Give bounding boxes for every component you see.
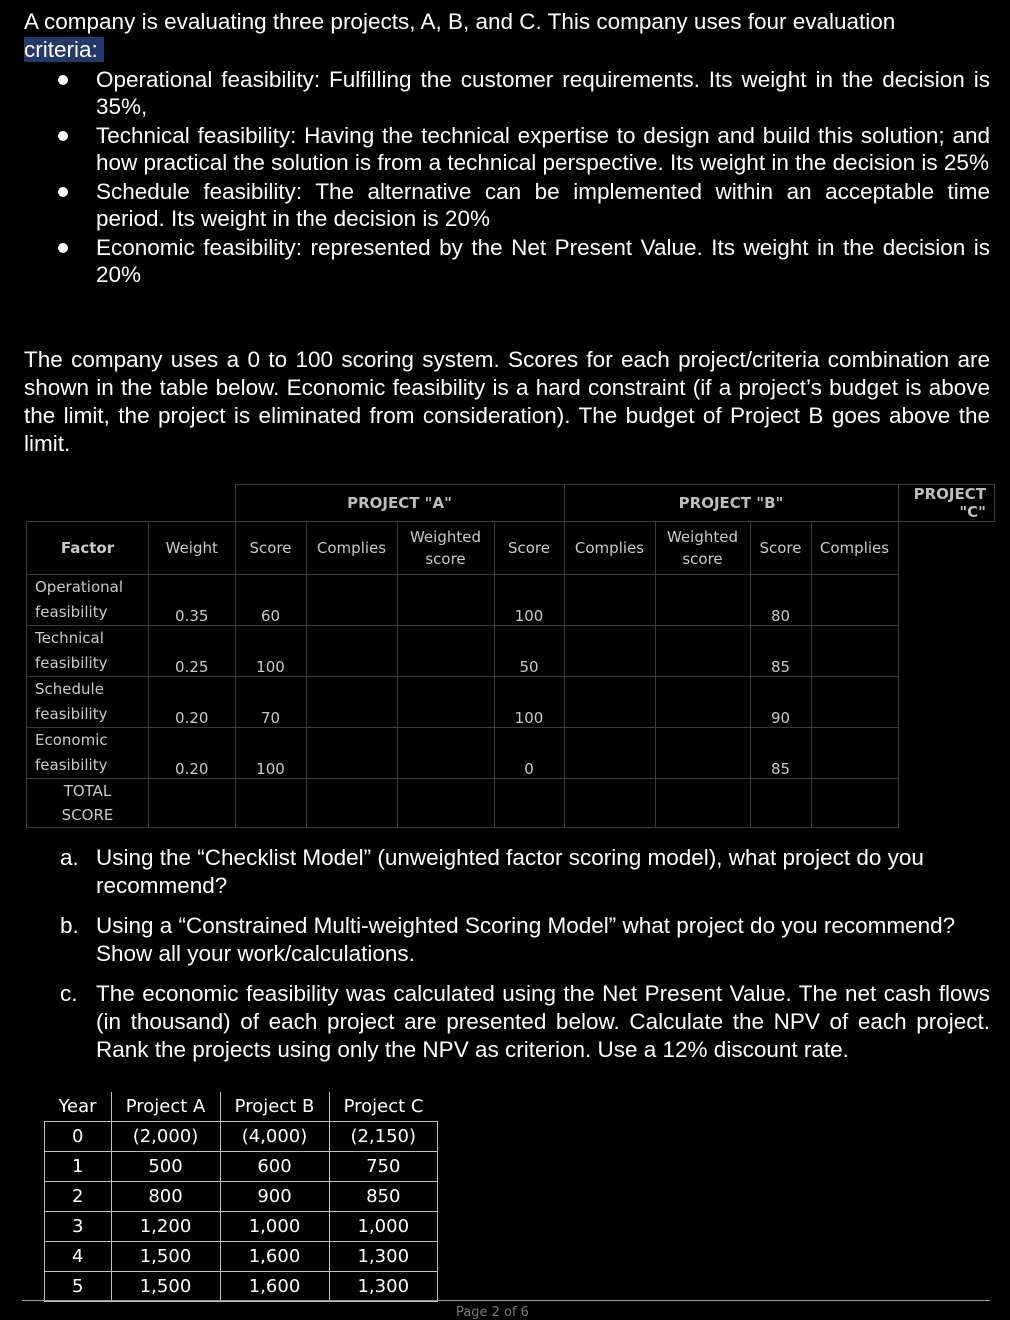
- complies-header: Complies: [811, 522, 898, 575]
- bullet-icon: [58, 187, 68, 197]
- score-header: Score: [494, 522, 564, 575]
- project-c-header: PROJECT "C": [898, 485, 995, 522]
- question-c: c. The economic feasibility was calculated using the Net Present Value. The net cash flows (in thousand) of each project are presented below. Calculate the NPV of each project. Rank the projects using only the NPV as criterion. Use a 12% discount rate.: [60, 981, 990, 1062]
- weighted-score-header: Weighted score: [397, 522, 494, 575]
- intro-paragraph: [24, 8, 990, 64]
- criteria-item: Economic feasibility: represented by the Net Present Value. Its weight in the decision is 20%: [0, 234, 990, 288]
- cash-flow-header-row: Year Project A Project B Project C: [45, 1092, 438, 1122]
- criteria-list: [0, 66, 990, 290]
- footer-divider: [22, 1300, 990, 1301]
- cash-flow-table: [44, 1092, 438, 1302]
- complies-header: Complies: [564, 522, 655, 575]
- table-row: 2 800 900 850: [45, 1182, 438, 1212]
- project-a-header: PROJECT "A": [235, 485, 564, 522]
- intro-line-2-highlighted[interactable]: criteria:: [24, 37, 104, 62]
- question-a: a. Using the “Checklist Model” (unweighted factor scoring model), what project do you recommend?: [60, 845, 924, 898]
- page-number: Page 2 of 6: [456, 1305, 529, 1320]
- score-header: Score: [750, 522, 811, 575]
- total-score-row: TOTAL SCORE: [27, 779, 995, 828]
- table-row: Technical feasibility 0.25 100 50 85: [27, 626, 995, 677]
- bullet-icon: [58, 243, 68, 253]
- table-row: 0 (2,000) (4,000) (2,150): [45, 1122, 438, 1152]
- score-table: [26, 484, 995, 828]
- criteria-item: Schedule feasibility: The alternative can be implemented within an acceptable time period. Its weight in the decision is 20%: [0, 178, 990, 232]
- table-row: 5 1,500 1,600 1,300: [45, 1272, 438, 1302]
- weight-header: Weight: [149, 522, 236, 575]
- score-header: Score: [235, 522, 306, 575]
- questions-list: [0, 844, 990, 1076]
- table-row: Schedule feasibility 0.20 70 100 90: [27, 677, 995, 728]
- table-row: 4 1,500 1,600 1,300: [45, 1242, 438, 1272]
- table-row: Economic feasibility 0.20 100 0 85: [27, 728, 995, 779]
- weighted-score-header: Weighted score: [655, 522, 750, 575]
- score-table-wrapper: [26, 484, 995, 828]
- intro-line-1: A company is evaluating three projects, A, B, and C. This company uses four evaluation: [24, 9, 896, 34]
- project-b-header: PROJECT "B": [564, 485, 898, 522]
- factor-header: Factor: [27, 522, 149, 575]
- bullet-icon: [58, 131, 68, 141]
- complies-header: Complies: [306, 522, 397, 575]
- bullet-icon: [58, 75, 68, 85]
- question-b: b. Using a “Constrained Multi-weighted Scoring Model” what project do you recommend? Show all your work/calculations.: [60, 913, 956, 966]
- table-row: 3 1,200 1,000 1,000: [45, 1212, 438, 1242]
- scoring-paragraph: The company uses a 0 to 100 scoring system. Scores for each project/criteria combination are shown in the table below. Economic feasibility is a hard constraint (if a project’s budget is above the limit, the project is eliminated from consideration). The budget of Project B goes above the limit.: [24, 347, 990, 456]
- cash-flow-table-wrapper: [44, 1092, 438, 1302]
- criteria-item: Technical feasibility: Having the technical expertise to design and build this solution; and how practical the solution is from a technical perspective. Its weight in the decision is 25%: [0, 122, 990, 176]
- table-row: 1 500 600 750: [45, 1152, 438, 1182]
- table-row: Operational feasibility 0.35 60 100 80: [27, 575, 995, 626]
- criteria-item: Operational feasibility: Fulfilling the customer requirements. Its weight in the decision is 35%,: [0, 66, 990, 120]
